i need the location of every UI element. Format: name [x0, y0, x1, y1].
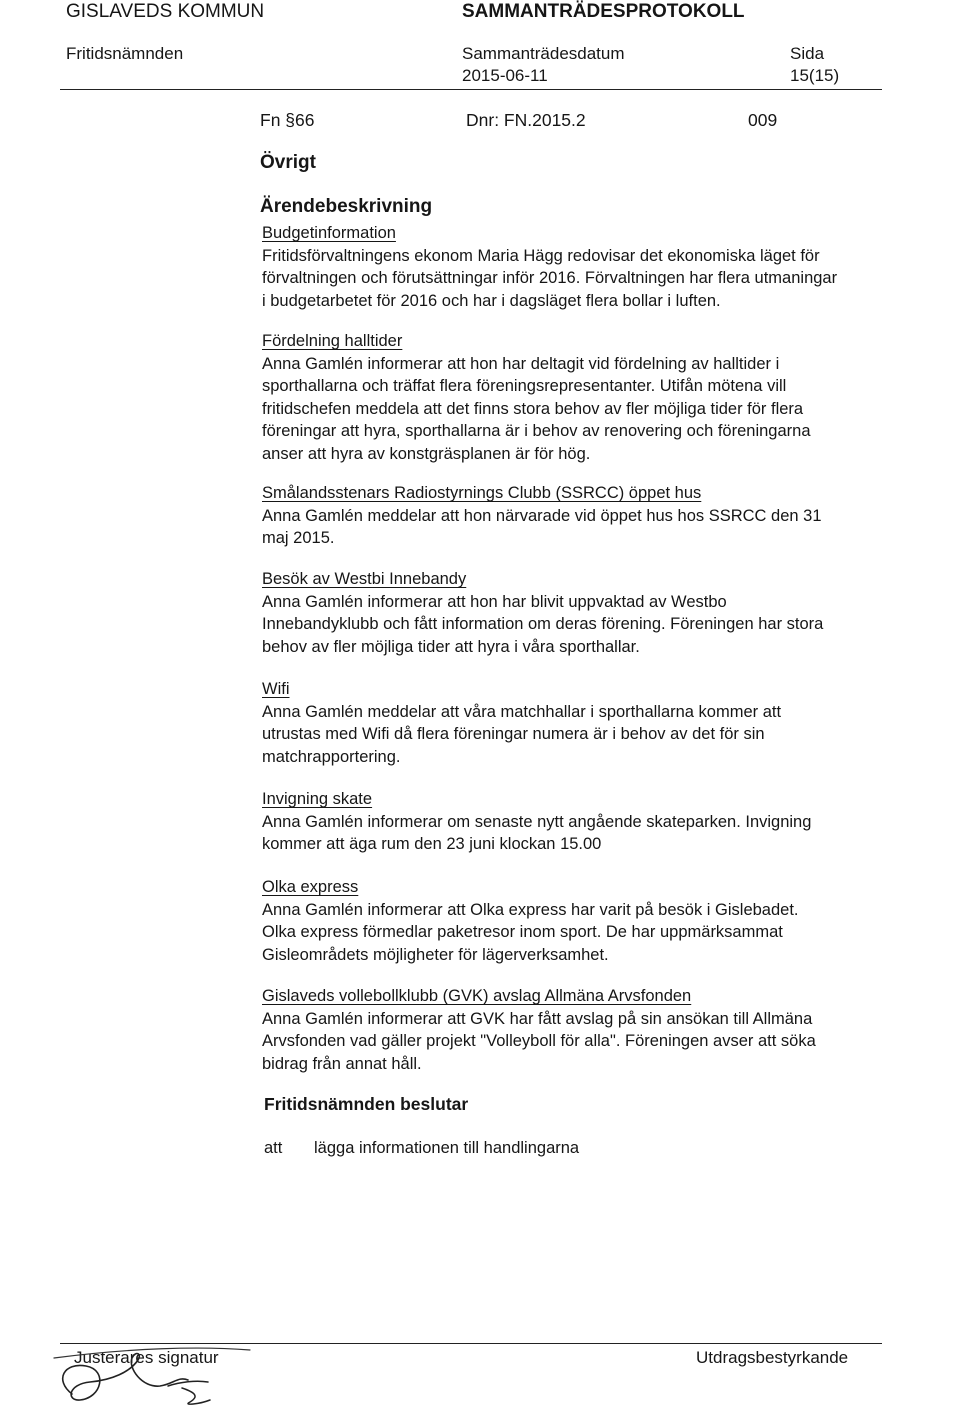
section-line: anser att hyra av konstgräsplanen är för hög.	[262, 444, 591, 463]
document-type: SAMMANTRÄDESPROTOKOLL	[462, 1, 745, 22]
case-paragraph: Fn §66	[260, 110, 315, 130]
section-wifi	[262, 678, 902, 768]
section-heading: Besök av Westbi Innebandy	[262, 570, 467, 588]
page-number: 15(15)	[790, 66, 840, 85]
section-line: Gisleområdets möjligheter för lägerverksamhet.	[262, 945, 609, 964]
case-code: 009	[748, 110, 778, 130]
section-gvk	[262, 985, 902, 1075]
section-heading: Invigning skate	[262, 790, 373, 808]
section-line: behov av fler möjliga tider att hyra i våra sporthallar.	[262, 637, 640, 656]
section-line: fritidschefen meddela att det finns stora behov av fler möjliga tider för flera	[262, 399, 804, 418]
section-heading: Wifi	[262, 680, 290, 698]
section-line: förvaltningen och förutsättningar inför 2016. Förvaltningen har flera utmaningar	[262, 269, 838, 288]
section-line: Anna Gamlén meddelar att våra matchhallar i sporthallarna kommer att	[262, 702, 782, 721]
decision-text: lägga informationen till handlingarna	[314, 1139, 580, 1157]
section-budget	[262, 222, 902, 312]
section-line: utrustas med Wifi då flera föreningar numera är i behov av det för sin	[262, 725, 765, 744]
section-line: Olka express förmedlar paketresor inom sport. De har uppmärksammat	[262, 923, 783, 942]
section-line: Anna Gamlén informerar att Olka express har varit på besök i Gislebadet.	[262, 900, 799, 919]
section-line: Anna Gamlén informerar att hon har deltagit vid fördelning av halltider i	[262, 354, 780, 373]
section-line: Anna Gamlén meddelar att hon närvarade vid öppet hus hos SSRCC den 31	[262, 506, 822, 525]
meeting-date-label: Sammanträdesdatum	[462, 44, 625, 63]
page-title: Övrigt	[260, 152, 316, 173]
section-heading: Smålandsstenars Radiostyrnings Clubb (SSRCC) öppet hus	[262, 484, 702, 502]
section-line: sporthallarna och träffat flera föreningsrepresentanter. Utifån mötena vill	[262, 377, 787, 396]
section-line: föreningar att hyra, sporthallarna är i behov av renovering och föreningarna	[262, 422, 811, 441]
section-line: i budgetarbetet för 2016 och har i dagsläget flera bollar i luften.	[262, 291, 721, 310]
committee-name: Fritidsnämnden	[66, 44, 184, 63]
section-line: Anna Gamlén informerar att hon har blivit uppvaktad av Westbo	[262, 592, 727, 611]
section-heading: Gislaveds vollebollklubb (GVK) avslag Allmäna Arvsfonden	[262, 987, 692, 1005]
section-skate	[262, 788, 902, 856]
meeting-date-value: 2015-06-11	[462, 66, 548, 85]
section-line: Innebandyklubb och fått information om deras förening. Föreningen har stora	[262, 615, 824, 634]
decision-heading: Fritidsnämnden beslutar	[264, 1094, 469, 1114]
section-line: Arvsfonden vad gäller projekt "Volleyboll för alla". Föreningen avser att söka	[262, 1032, 816, 1051]
section-line: Anna Gamlén informerar om senaste nytt angående skateparken. Invigning	[262, 812, 812, 831]
section-olka	[262, 876, 902, 966]
section-line: kommer att äga rum den 23 juni klockan 15.00	[262, 835, 602, 854]
case-dnr: Dnr: FN.2015.2	[466, 110, 586, 130]
org-name: GISLAVEDS KOMMUN	[66, 1, 265, 22]
description-heading: Ärendebeskrivning	[260, 196, 433, 217]
section-line: Fritidsförvaltningens ekonom Maria Hägg redovisar det ekonomiska läget för	[262, 246, 820, 265]
handwritten-signature	[50, 1336, 260, 1408]
extract-label: Utdragsbestyrkande	[696, 1348, 849, 1367]
decision-att: att	[264, 1139, 283, 1157]
section-halltider	[262, 330, 902, 466]
section-westbi	[262, 568, 902, 658]
section-line: bidrag från annat håll.	[262, 1054, 422, 1073]
section-line: matchrapportering.	[262, 747, 401, 766]
page-label: Sida	[790, 44, 825, 63]
section-heading: Fördelning halltider	[262, 332, 403, 350]
section-line: maj 2015.	[262, 529, 335, 548]
section-ssrcc	[262, 482, 902, 550]
section-heading: Budgetinformation	[262, 224, 396, 242]
signature-label: Justerares signatur	[74, 1348, 219, 1367]
section-line: Anna Gamlén informerar att GVK har fått avslag på sin ansökan till Allmäna	[262, 1009, 813, 1028]
section-heading: Olka express	[262, 878, 359, 896]
header-rule	[60, 89, 882, 90]
